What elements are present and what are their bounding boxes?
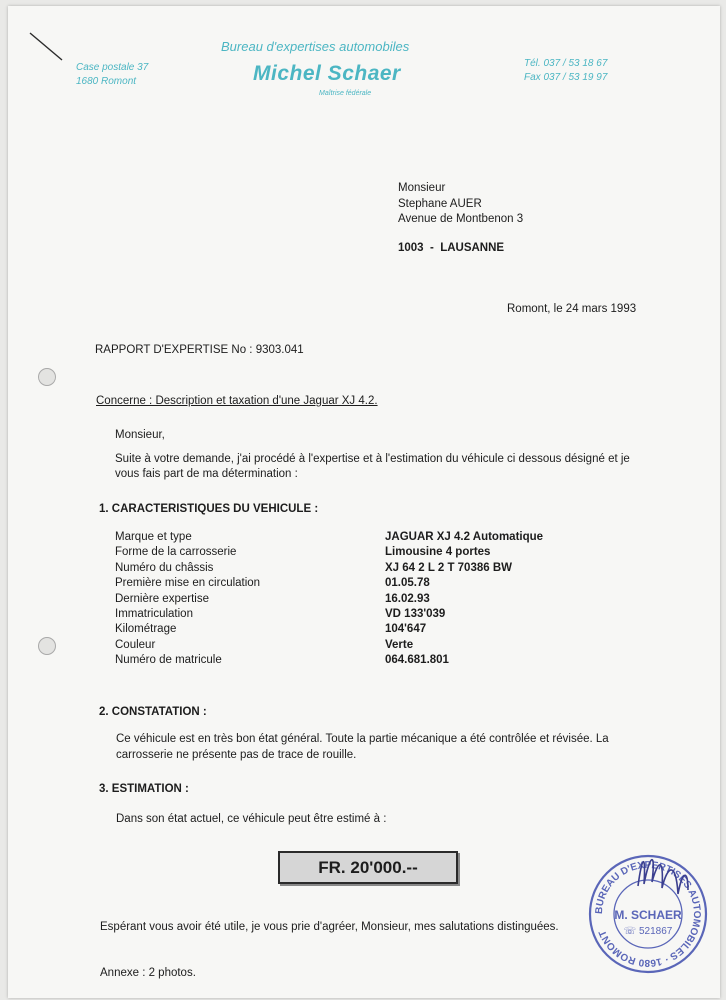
spec-label: Couleur <box>115 638 156 651</box>
spec-row <box>115 592 675 607</box>
constatation-line-2: carrosserie ne présente pas de trace de rouille. <box>116 749 357 761</box>
spec-value: VD 133'039 <box>385 607 446 620</box>
section-3-title: 3. ESTIMATION : <box>99 783 189 795</box>
letterhead-fax: Fax 037 / 53 19 97 <box>524 72 608 83</box>
spec-label: Première mise en circulation <box>115 577 261 590</box>
stamp-phone: ☏ 521867 <box>623 926 673 937</box>
spec-label: Immatriculation <box>115 607 193 620</box>
recipient-salutation: Monsieur <box>398 182 446 194</box>
constatation-line-1: Ce véhicule est en très bon état général. Toute la partie mécanique a été contrôlée et révisée. La <box>116 733 609 745</box>
spec-value: 16.02.93 <box>385 592 430 605</box>
spec-label: Numéro du châssis <box>115 561 214 574</box>
spec-value: 064.681.801 <box>385 654 449 667</box>
spec-label: Forme de la carrosserie <box>115 546 237 559</box>
punch-hole-bottom <box>38 637 56 655</box>
spec-row <box>115 653 675 668</box>
document-page <box>8 6 720 998</box>
letterhead-address-line2: 1680 Romont <box>76 76 137 87</box>
spec-value: JAGUAR XJ 4.2 Automatique <box>385 531 544 543</box>
recipient-street: Avenue de Montbenon 3 <box>398 213 524 225</box>
stamp-name: M. SCHAER <box>614 908 682 922</box>
greeting: Monsieur, <box>115 429 165 441</box>
estimation-text: Dans son état actuel, ce véhicule peut être estimé à : <box>116 813 387 825</box>
letterhead-address-line1: Case postale 37 <box>76 62 149 73</box>
estimated-amount: FR. 20'000.-- <box>278 851 458 884</box>
spec-row <box>115 561 675 576</box>
spec-value: 01.05.78 <box>385 577 430 590</box>
stamp-ring-text: BUREAU D'EXPERTISES AUTOMOBILES · 1680 ROMONT <box>593 859 703 969</box>
spec-value: 104'647 <box>385 623 427 636</box>
intro-line-1: Suite à votre demande, j'ai procédé à l'expertise et à l'estimation du véhicule ci dessous désigné et je <box>115 453 630 465</box>
letterhead-name: Michel Schaer <box>253 62 401 85</box>
recipient-name: Stephane AUER <box>398 198 482 210</box>
letterhead-tel: Tél. 037 / 53 18 67 <box>524 58 608 69</box>
spec-label: Dernière expertise <box>115 592 209 605</box>
spec-row <box>115 638 675 653</box>
report-number: RAPPORT D'EXPERTISE No : 9303.041 <box>95 344 304 356</box>
spec-value: XJ 64 2 L 2 T 70386 BW <box>385 561 512 574</box>
letterhead-subtitle: Maîtrise fédérale <box>319 90 372 97</box>
spec-label: Kilométrage <box>115 623 177 636</box>
closing-line: Espérant vous avoir été utile, je vous prie d'agréer, Monsieur, mes salutations distinguées. <box>100 921 559 933</box>
spec-label: Numéro de matricule <box>115 654 222 667</box>
spec-row <box>115 576 675 591</box>
spec-label: Marque et type <box>115 531 192 543</box>
letterhead-office: Bureau d'expertises automobiles <box>221 39 410 54</box>
staple-mark <box>28 30 68 64</box>
section-1-title: 1. CARACTERISTIQUES DU VEHICULE : <box>99 503 319 515</box>
punch-hole-top <box>38 368 56 386</box>
intro-line-2: vous fais part de ma détermination : <box>115 468 298 480</box>
section-2-title: 2. CONSTATATION : <box>99 706 207 718</box>
subject-line: Concerne : Description et taxation d'une Jaguar XJ 4.2. <box>96 395 378 407</box>
spec-value: Limousine 4 portes <box>385 546 491 559</box>
vehicle-spec-table <box>115 530 675 669</box>
spec-row <box>115 607 675 622</box>
spec-value: Verte <box>385 638 414 651</box>
letter-date: Romont, le 24 mars 1993 <box>507 303 637 315</box>
recipient-city: 1003 - LAUSANNE <box>398 242 505 254</box>
spec-row <box>115 622 675 637</box>
official-stamp <box>580 844 716 984</box>
spec-row <box>115 530 675 545</box>
spec-row <box>115 545 675 560</box>
annex-line: Annexe : 2 photos. <box>100 967 196 979</box>
